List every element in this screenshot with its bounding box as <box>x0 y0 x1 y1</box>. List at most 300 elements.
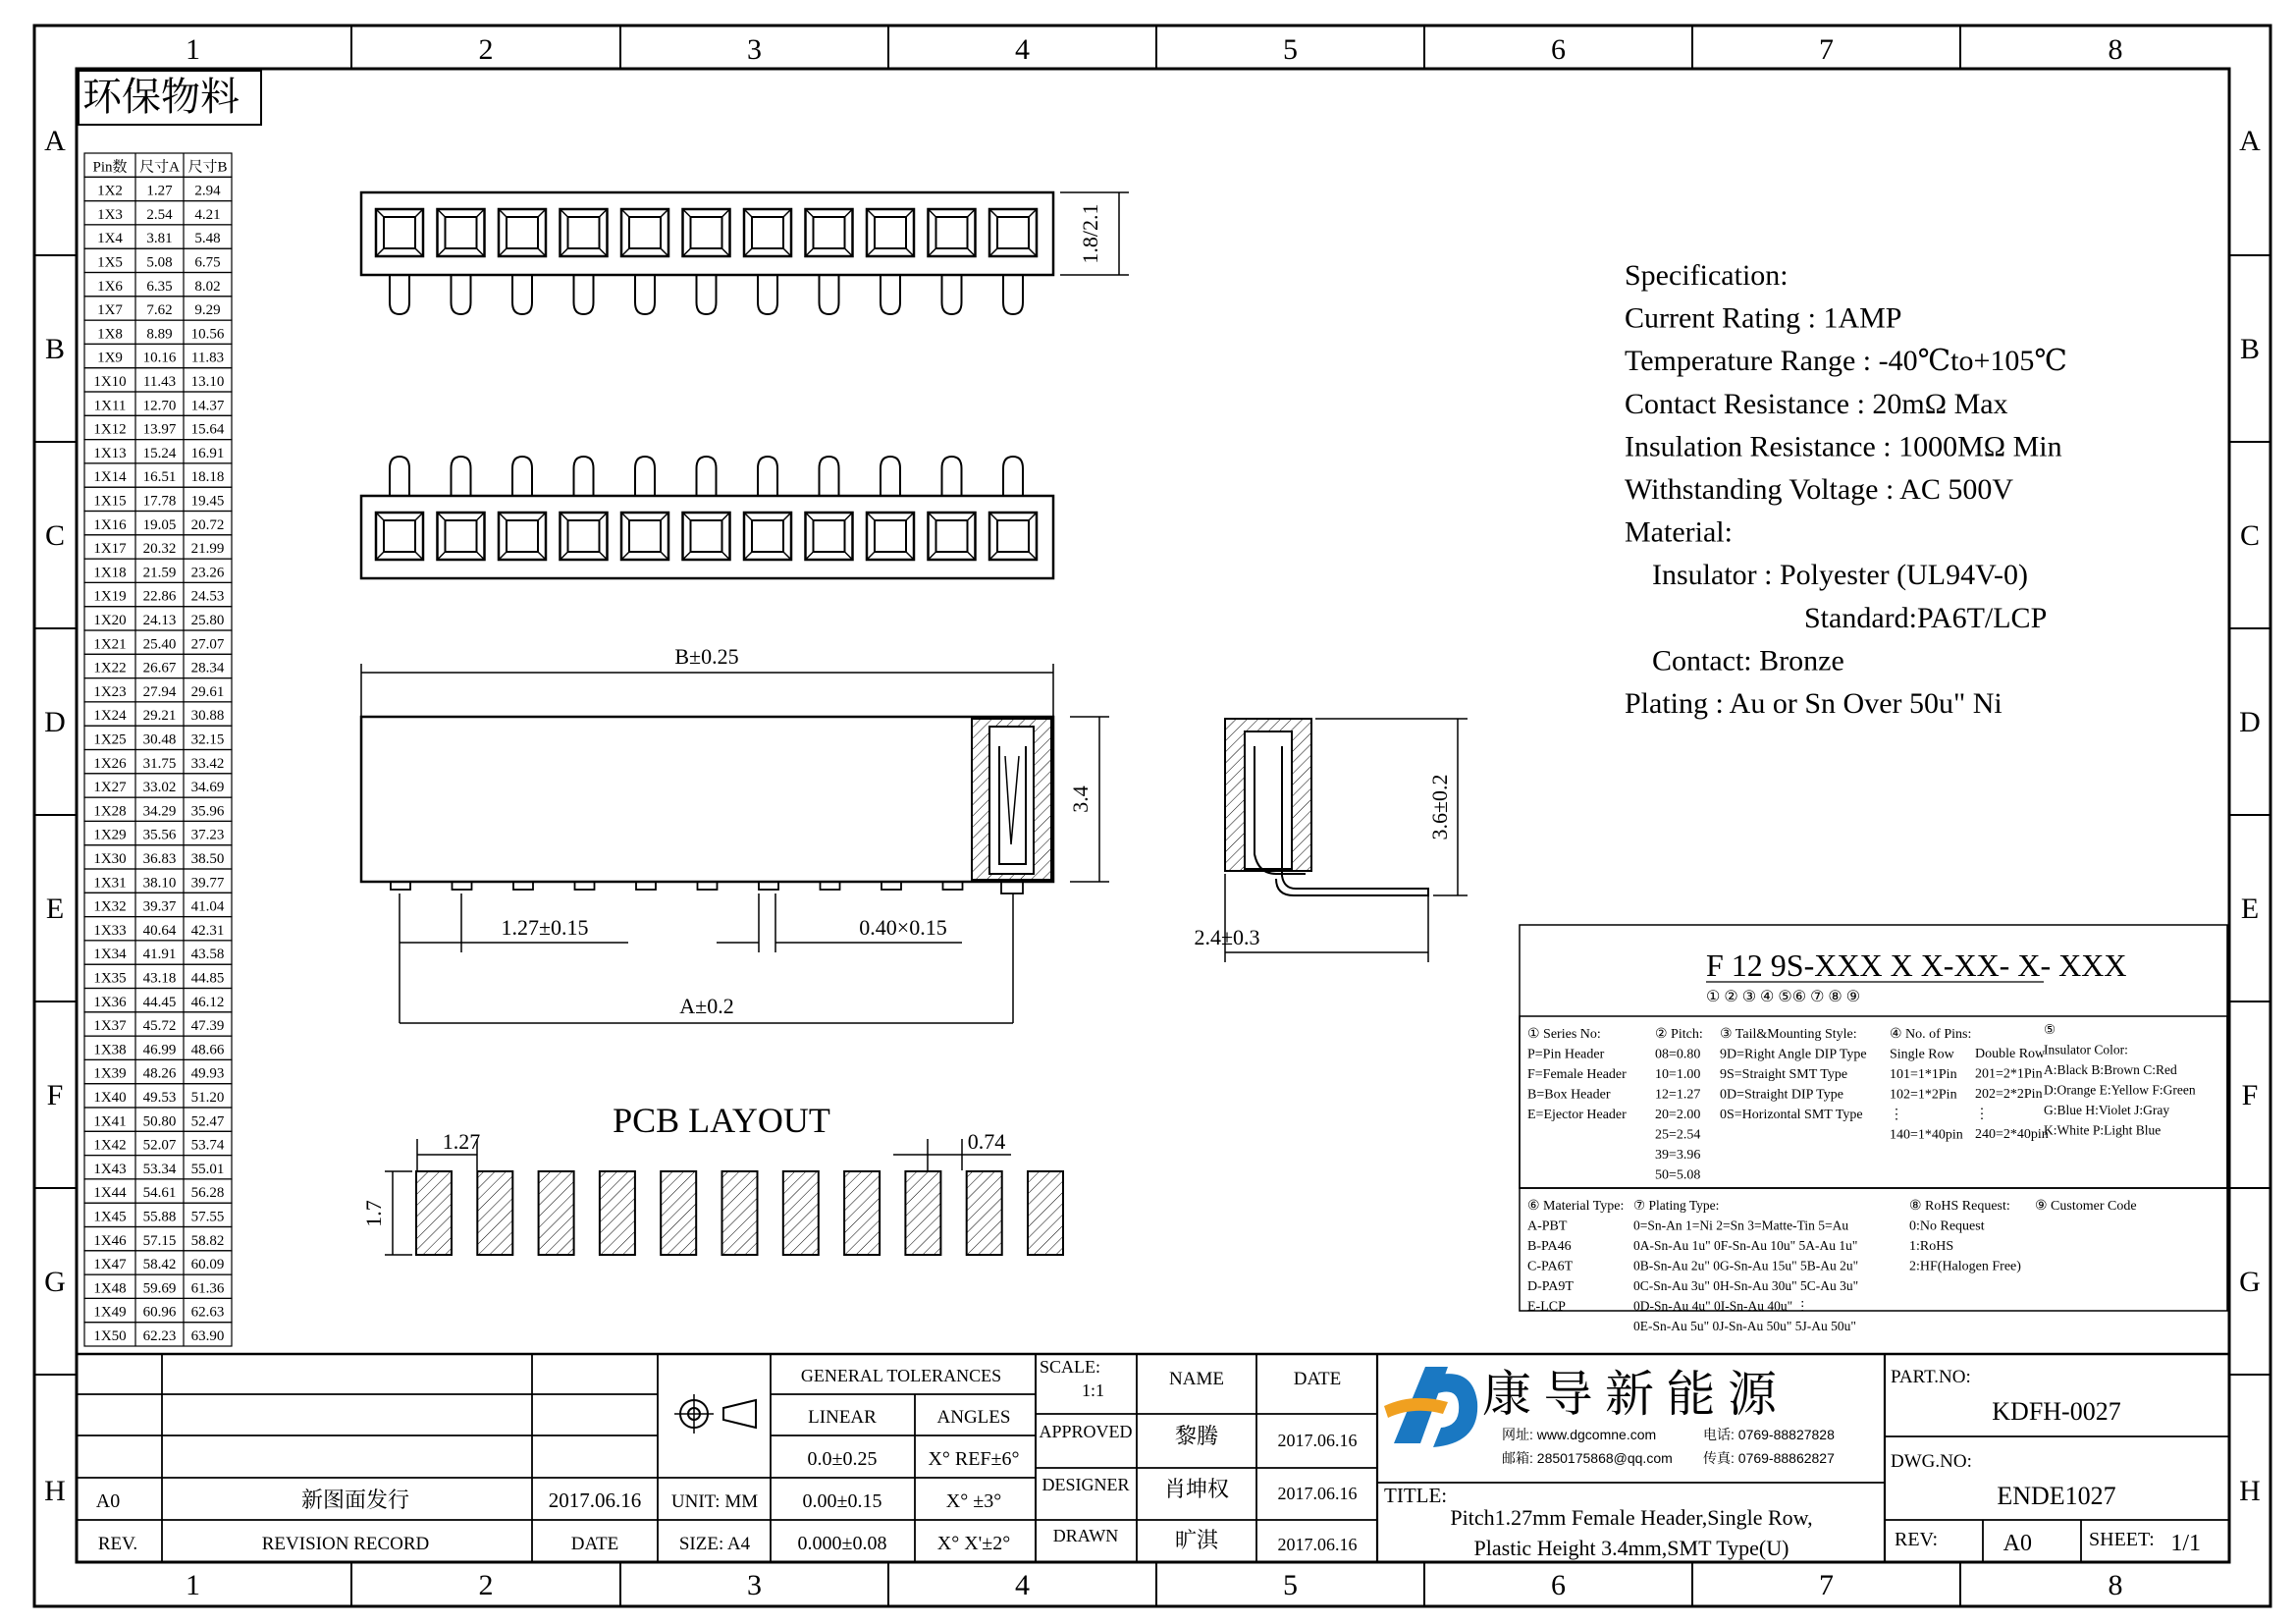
pitch-legend: 50=5.08 <box>1655 1167 1701 1183</box>
pin-table-cell: 50.80 <box>142 1113 177 1130</box>
linear-header: LINEAR <box>808 1407 877 1428</box>
pin-table-cell: 1X45 <box>93 1209 127 1225</box>
specification-block <box>1625 259 2067 720</box>
pin-table-cell: 1X35 <box>93 970 127 987</box>
pin-table-cell: 56.28 <box>190 1185 225 1202</box>
column-label-bottom: 5 <box>1283 1569 1298 1601</box>
pin-table-cell: 21.99 <box>190 541 225 558</box>
pin-table-cell: 1X13 <box>93 445 127 461</box>
pin-table-cell: 59.69 <box>142 1280 177 1297</box>
pin-table-cell: 46.12 <box>190 994 225 1010</box>
pin-table-cell: 1X40 <box>93 1090 127 1106</box>
color-legend: Insulator Color: <box>2044 1042 2128 1057</box>
row-label-left: D <box>44 706 66 738</box>
pin-table-cell: 60.96 <box>142 1304 177 1321</box>
pin-table-cell: 24.53 <box>190 588 225 605</box>
pin-table-cell: 1X42 <box>93 1137 127 1154</box>
plating-legend: 0D-Sn-Au 4u" 0I-Sn-Au 40u" ⋮ <box>1633 1298 1810 1314</box>
material-legend: ⑥ Material Type: <box>1527 1199 1625 1214</box>
pin-table-cell: 48.26 <box>142 1065 177 1082</box>
column-label-bottom: 2 <box>478 1569 494 1601</box>
pcb-pitch: 1.27 <box>442 1129 481 1154</box>
pin-table-cell: 55.88 <box>142 1209 177 1225</box>
pin-table-cell: 53.34 <box>142 1161 177 1177</box>
company-email: 邮箱: 2850175868@qq.com <box>1502 1450 1673 1466</box>
dim-b-length: B±0.25 <box>674 644 739 669</box>
pcb-pad-width: 0.74 <box>967 1129 1006 1154</box>
side-view <box>1194 719 1468 962</box>
dim-a-length: A±0.2 <box>679 994 734 1018</box>
pin-table-cell: 1X10 <box>93 374 127 390</box>
plating-legend: 0B-Sn-Au 2u" 0G-Sn-Au 15u" 5B-Au 2u" <box>1633 1258 1859 1273</box>
pin-table-cell: 34.69 <box>190 780 225 796</box>
column-label-bottom: 4 <box>1015 1569 1030 1601</box>
pin-table-cell: 35.96 <box>190 803 225 820</box>
pin-table-cell: 11.83 <box>190 350 225 366</box>
series-legend: P=Pin Header <box>1527 1047 1605 1062</box>
pin-table-cell: 10.56 <box>190 326 225 343</box>
pin-table-cell: 57.55 <box>190 1209 225 1225</box>
dim-height: 3.4 <box>1068 785 1093 813</box>
pin-table-cell: 1X28 <box>93 803 127 820</box>
row-label-right: A <box>2239 125 2261 157</box>
pin-table-cell: 36.83 <box>142 851 177 867</box>
spec-line: Insulation Resistance : 1000MΩ Min <box>1625 430 2062 463</box>
tail-legend: 0D=Straight DIP Type <box>1720 1087 1843 1103</box>
pins-legend-double: Double Row <box>1975 1047 2046 1061</box>
column-label-top: 4 <box>1015 33 1030 66</box>
pin-table-cell: 1X11 <box>93 398 127 414</box>
pin-table-cell: 37.23 <box>190 827 225 843</box>
pin-table-cell: 29.21 <box>142 708 177 725</box>
row-label-left: C <box>44 519 66 552</box>
drawing-title-line1: Pitch1.27mm Female Header,Single Row, <box>1450 1505 1813 1530</box>
pin-table-cell: 49.53 <box>142 1090 177 1106</box>
pin-table-cell: 34.29 <box>142 803 177 820</box>
pin-table-cell: 41.91 <box>142 947 177 963</box>
pin-table-cell: 44.85 <box>190 970 225 987</box>
pin-table-cell: 20.32 <box>142 541 177 558</box>
column-label-bottom: 1 <box>186 1569 200 1601</box>
row-label-right: G <box>2239 1266 2261 1298</box>
material-legend: D-PA9T <box>1527 1279 1574 1294</box>
pin-table-cell: 2.54 <box>146 206 173 223</box>
company-name: 康 导 新 能 源 <box>1482 1367 1777 1422</box>
dim-side-height: 3.6±0.2 <box>1427 774 1452 840</box>
rev-header: REV. <box>97 1534 138 1554</box>
pin-table-cell: 5.08 <box>146 254 173 271</box>
pin-table-cell: 10.16 <box>142 350 177 366</box>
pin-table-cell: 58.82 <box>190 1232 225 1249</box>
column-label-top: 2 <box>478 33 494 66</box>
pcb-pad <box>1028 1171 1063 1255</box>
angle-1: X° REF±6° <box>928 1448 1020 1470</box>
pin-table-cell: 30.48 <box>142 731 177 748</box>
pcb-pad <box>783 1171 819 1255</box>
series-legend: ① Series No: <box>1527 1027 1601 1042</box>
designer-date: 2017.06.16 <box>1277 1484 1358 1503</box>
pin-table-cell: 23.26 <box>190 565 225 581</box>
pin-table-cell: 32.15 <box>190 731 225 748</box>
spec-line: Contact: Bronze <box>1652 644 1844 677</box>
column-label-bottom: 3 <box>747 1569 762 1601</box>
spec-line: Withstanding Voltage : AC 500V <box>1625 473 2014 506</box>
pin-table-cell: 13.97 <box>142 421 177 438</box>
tail-legend: 9S=Straight SMT Type <box>1720 1067 1848 1082</box>
pin-table-cell: 1X38 <box>93 1042 127 1058</box>
front-view <box>361 644 1109 1023</box>
pin-table-cell: 1X14 <box>93 469 127 486</box>
pcb-pad <box>905 1171 940 1255</box>
spec-line: Standard:PA6T/LCP <box>1804 601 2048 634</box>
pin-table-cell: 47.39 <box>190 1018 225 1035</box>
pin-table-cell: 53.74 <box>190 1137 225 1154</box>
pin-size-table <box>84 153 232 1346</box>
pin-table-cell: 60.09 <box>190 1257 225 1273</box>
pin-table-cell: 1X8 <box>97 326 123 343</box>
angle-2: X° ±3° <box>945 1490 1002 1512</box>
top-view-pins-down <box>361 192 1053 314</box>
pin-table-cell: 15.24 <box>142 445 177 461</box>
tolerance-1: 0.0±0.25 <box>807 1448 878 1470</box>
dim-top-height-label: 1.8/2.1 <box>1078 203 1102 264</box>
pcb-pad <box>722 1171 758 1255</box>
drawn-date: 2017.06.16 <box>1277 1535 1358 1554</box>
pin-table-cell: 1X34 <box>93 947 127 963</box>
rev-value: A0 <box>2002 1531 2032 1556</box>
drawing-title-line2: Plastic Height 3.4mm,SMT Type(U) <box>1473 1536 1789 1560</box>
part-code-pattern: F 12 9S-XXX X X-XX- X- XXX <box>1706 947 2127 983</box>
pin-table-cell: 43.18 <box>142 970 177 987</box>
eco-label: 环保物料 <box>82 75 240 119</box>
pitch-legend: 10=1.00 <box>1655 1067 1701 1082</box>
title-block <box>77 1354 2229 1562</box>
pin-table-cell: 1.27 <box>146 183 173 199</box>
pin-table-cell: 1X15 <box>93 493 127 510</box>
pin-table-cell: 1X48 <box>93 1280 127 1297</box>
company-website: 网址: www.dgcomne.com <box>1502 1427 1657 1442</box>
pins-legend-double: ⋮ <box>1975 1107 1989 1122</box>
row-label-right: B <box>2239 333 2261 365</box>
pin-table-cell: 1X29 <box>93 827 127 843</box>
top-view-pins-up <box>361 457 1053 578</box>
pin-table-cell: 52.47 <box>190 1113 225 1130</box>
pin-table-cell: 25.80 <box>190 613 225 628</box>
row-label-left: F <box>46 1079 64 1111</box>
part-no-label: PART.NO: <box>1891 1367 1971 1387</box>
pin-table-cell: 1X30 <box>93 851 127 867</box>
pin-table-cell: 1X2 <box>97 183 123 199</box>
pin-table-cell: 14.37 <box>190 398 225 414</box>
dim-pin-size: 0.40×0.15 <box>859 915 947 940</box>
spec-line: Temperature Range : -40℃to+105℃ <box>1625 345 2067 378</box>
plating-legend: ⑦ Plating Type: <box>1633 1198 1720 1213</box>
pins-legend-double: 202=2*2Pin <box>1975 1087 2043 1102</box>
company-phone: 电话: 0769-88827828 <box>1703 1427 1835 1442</box>
color-legend: A:Black B:Brown C:Red <box>2044 1062 2177 1077</box>
rev-row-rev: A0 <box>95 1490 121 1512</box>
approved-label: APPROVED <box>1039 1422 1133 1441</box>
scale-value: 1:1 <box>1081 1380 1104 1400</box>
sheet-label: SHEET: <box>2089 1529 2155 1550</box>
plating-legend: 0C-Sn-Au 3u" 0H-Sn-Au 30u" 5C-Au 3u" <box>1633 1278 1859 1293</box>
plating-legend: 0E-Sn-Au 5u" 0J-Sn-Au 50u" 5J-Au 50u" <box>1633 1319 1856 1333</box>
pcb-pad <box>967 1171 1002 1255</box>
spec-line: Plating : Au or Sn Over 50u" Ni <box>1625 687 2002 720</box>
pcb-layout-title: PCB LAYOUT <box>613 1101 830 1140</box>
pin-table-cell: 48.66 <box>190 1042 225 1058</box>
pin-table-cell: 49.93 <box>190 1065 225 1082</box>
pin-table-cell: 1X33 <box>93 922 127 939</box>
pin-table-cell: 8.02 <box>194 278 221 295</box>
column-label-top: 8 <box>2108 33 2123 66</box>
pin-table-cell: 1X19 <box>93 588 127 605</box>
pin-table-cell: 1X16 <box>93 516 127 533</box>
pin-table-cell: 22.86 <box>142 588 177 605</box>
pins-legend: ⋮ <box>1890 1108 1903 1122</box>
color-legend: K:White P:Light Blue <box>2044 1122 2162 1138</box>
material-legend: E-LCP <box>1527 1299 1566 1315</box>
date-header: DATE <box>570 1534 619 1554</box>
pcb-pad <box>600 1171 635 1255</box>
pin-table-cell: 12.70 <box>142 398 177 414</box>
pin-table-cell: 5.48 <box>194 231 221 247</box>
part-code-block <box>1520 925 2227 1333</box>
pin-table-cell: 28.34 <box>190 660 225 677</box>
row-label-right: F <box>2241 1079 2259 1111</box>
pin-table-cell: 25.40 <box>142 636 177 653</box>
pin-table-cell: 1X17 <box>93 541 127 558</box>
pin-table-cell: 40.64 <box>142 922 177 939</box>
pin-table-cell: 43.58 <box>190 947 225 963</box>
row-label-right: D <box>2239 706 2261 738</box>
pin-table-cell: 13.10 <box>190 374 225 390</box>
material-legend: B-PA46 <box>1527 1239 1572 1254</box>
pcb-pad <box>844 1171 880 1255</box>
pin-table-cell: 63.90 <box>190 1328 225 1344</box>
pins-legend: ④ No. of Pins: <box>1890 1027 1972 1042</box>
rev-row-date: 2017.06.16 <box>548 1489 642 1512</box>
pin-table-cell: 18.18 <box>190 469 225 486</box>
column-label-top: 6 <box>1551 33 1566 66</box>
dim-side-width: 2.4±0.3 <box>1194 925 1260 949</box>
pin-table-cell: 1X22 <box>93 660 127 677</box>
pin-table-cell: 8.89 <box>146 326 173 343</box>
company-logo <box>1384 1367 1477 1447</box>
pin-table-cell: 3.81 <box>146 231 173 247</box>
pin-table-cell: 27.07 <box>190 636 225 653</box>
spec-line: Specification: <box>1625 259 1789 292</box>
pin-table-header: 尺寸B <box>187 159 228 176</box>
pin-table-cell: 21.59 <box>142 565 177 581</box>
customer-legend: ⑨ Customer Code <box>2035 1199 2137 1214</box>
name-header: NAME <box>1169 1369 1224 1389</box>
tail-legend: 9D=Right Angle DIP Type <box>1720 1047 1867 1062</box>
pin-table-cell: 1X21 <box>93 636 127 653</box>
column-label-top: 5 <box>1283 33 1298 66</box>
pin-table-cell: 1X9 <box>97 350 123 366</box>
pin-table-cell: 1X25 <box>93 731 127 748</box>
pitch-legend: 39=3.96 <box>1655 1148 1701 1163</box>
pin-table-cell: 38.50 <box>190 851 225 867</box>
pin-table-cell: 62.63 <box>190 1304 225 1321</box>
rohs-legend: 0:No Request <box>1909 1218 1985 1234</box>
plating-legend: 0=Sn-An 1=Ni 2=Sn 3=Matte-Tin 5=Au <box>1633 1218 1849 1233</box>
pin-table-cell: 1X50 <box>93 1328 127 1344</box>
front-body <box>361 717 1053 882</box>
pin-table-cell: 45.72 <box>142 1018 177 1035</box>
pin-table-cell: 1X5 <box>97 254 123 271</box>
tail-legend: ③ Tail&Mounting Style: <box>1720 1027 1857 1042</box>
tolerance-2: 0.00±0.15 <box>802 1490 882 1512</box>
column-label-top: 7 <box>1819 33 1834 66</box>
pin-table-cell: 19.45 <box>190 493 225 510</box>
pin-table-cell: 24.13 <box>142 613 177 628</box>
pin-table-cell: 1X12 <box>93 421 127 438</box>
pins-legend-double: 240=2*40pin <box>1975 1127 2049 1142</box>
pin-table-cell: 26.67 <box>142 660 177 677</box>
pcb-pad-height: 1.7 <box>361 1200 386 1227</box>
pin-table-cell: 54.61 <box>142 1185 177 1202</box>
row-label-left: B <box>44 333 66 365</box>
pin-table-cell: 27.94 <box>142 683 177 700</box>
row-label-right: C <box>2239 519 2261 552</box>
pin-table-cell: 1X6 <box>97 278 123 295</box>
row-label-right: E <box>2240 893 2260 925</box>
pin-table-cell: 61.36 <box>190 1280 225 1297</box>
pin-table-cell: 1X37 <box>93 1018 127 1035</box>
designer-name: 肖坤权 <box>1163 1477 1230 1501</box>
pin-table-cell: 1X31 <box>93 875 127 892</box>
row-label-right: H <box>2239 1475 2261 1507</box>
pin-table-cell: 1X20 <box>93 613 127 628</box>
pcb-pad <box>477 1171 512 1255</box>
column-label-top: 3 <box>747 33 762 66</box>
pin-table-cell: 35.56 <box>142 827 177 843</box>
plating-legend: 0A-Sn-Au 1u" 0F-Sn-Au 10u" 5A-Au 1u" <box>1633 1238 1858 1253</box>
pin-table-cell: 20.72 <box>190 516 225 533</box>
pin-table-cell: 1X26 <box>93 755 127 772</box>
column-label-bottom: 7 <box>1819 1569 1834 1601</box>
approved-name: 黎腾 <box>1174 1424 1219 1448</box>
pin-table-cell: 1X43 <box>93 1161 127 1177</box>
series-legend: E=Ejector Header <box>1527 1108 1627 1122</box>
rev-row-record: 新图面发行 <box>300 1488 410 1512</box>
dwg-no-label: DWG.NO: <box>1891 1451 1972 1472</box>
pin-table-cell: 7.62 <box>146 302 173 319</box>
material-legend: A-PBT <box>1527 1218 1568 1234</box>
pin-table-cell: 16.91 <box>190 445 225 461</box>
dim-pitch: 1.27±0.15 <box>501 915 589 940</box>
pins-legend: Single Row <box>1890 1047 1954 1062</box>
row-label-left: A <box>44 125 66 157</box>
material-legend: C-PA6T <box>1527 1259 1574 1274</box>
pin-table-cell: 51.20 <box>190 1090 225 1106</box>
designer-label: DESIGNER <box>1041 1475 1130 1494</box>
series-legend: F=Female Header <box>1527 1067 1627 1082</box>
pitch-legend: 20=2.00 <box>1655 1108 1701 1122</box>
color-legend: ⑤ <box>2044 1022 2056 1037</box>
pin-table-cell: 4.21 <box>194 206 221 223</box>
row-label-left: G <box>44 1266 66 1298</box>
angles-header: ANGLES <box>936 1407 1011 1428</box>
pin-table-cell: 1X23 <box>93 683 127 700</box>
pin-table-cell: 62.23 <box>142 1328 177 1344</box>
pin-table-cell: 55.01 <box>190 1161 225 1177</box>
spec-line: Insulator : Polyester (UL94V-0) <box>1652 559 2028 592</box>
tail-legend: 0S=Horizontal SMT Type <box>1720 1108 1863 1122</box>
pin-table-cell: 1X32 <box>93 898 127 915</box>
column-label-top: 1 <box>186 33 200 66</box>
series-legend: B=Box Header <box>1527 1087 1611 1103</box>
pin-table-cell: 1X39 <box>93 1065 127 1082</box>
rohs-legend: ⑧ RoHS Request: <box>1909 1199 2010 1214</box>
pin-table-cell: 17.78 <box>142 493 177 510</box>
pin-table-cell: 44.45 <box>142 994 177 1010</box>
pin-table-cell: 1X46 <box>93 1232 127 1249</box>
pin-table-cell: 1X7 <box>97 302 123 319</box>
pin-table-cell: 30.88 <box>190 708 225 725</box>
rev-label: REV: <box>1895 1529 1939 1550</box>
pins-legend-double: 201=2*1Pin <box>1975 1066 2043 1082</box>
spec-line: Current Rating : 1AMP <box>1625 301 1902 335</box>
pin-table-cell: 33.42 <box>190 755 225 772</box>
rohs-legend: 1:RoHS <box>1909 1239 1954 1254</box>
pin-table-cell: 1X44 <box>93 1185 127 1202</box>
row-label-left: H <box>44 1475 66 1507</box>
pin-table-cell: 1X49 <box>93 1304 127 1321</box>
pin-table-cell: 29.61 <box>190 683 225 700</box>
pin-table-header: Pin数 <box>92 159 128 176</box>
pin-table-cell: 1X3 <box>97 206 123 223</box>
size-label: SIZE: A4 <box>678 1534 751 1554</box>
pin-table-cell: 1X18 <box>93 565 127 581</box>
pcb-pads <box>416 1171 1063 1255</box>
pitch-legend: 08=0.80 <box>1655 1047 1701 1062</box>
approved-date: 2017.06.16 <box>1277 1431 1358 1450</box>
color-legend: G:Blue H:Violet J:Gray <box>2044 1103 2170 1117</box>
dwg-no-value: ENDE1027 <box>1997 1482 2116 1510</box>
pins-legend: 140=1*40pin <box>1890 1127 1963 1143</box>
pin-table-header: 尺寸A <box>139 159 180 176</box>
pin-table-cell: 1X47 <box>93 1257 127 1273</box>
pin-table-cell: 42.31 <box>190 922 225 939</box>
record-header: REVISION RECORD <box>261 1534 430 1554</box>
date-header-2: DATE <box>1293 1369 1342 1389</box>
tolerance-3: 0.000±0.08 <box>797 1533 887 1554</box>
scale-label: SCALE: <box>1040 1357 1101 1377</box>
column-label-bottom: 6 <box>1551 1569 1566 1601</box>
color-legend: D:Orange E:Yellow F:Green <box>2044 1082 2196 1098</box>
general-tolerances: GENERAL TOLERANCES <box>800 1366 1002 1385</box>
sheet-value: 1/1 <box>2170 1531 2201 1556</box>
spec-line: Material: <box>1625 515 1733 549</box>
pin-table-cell: 15.64 <box>190 421 225 438</box>
dim-top-height <box>1060 192 1129 275</box>
pin-table-cell: 1X24 <box>93 708 127 725</box>
pcb-pad <box>539 1171 574 1255</box>
spec-line: Contact Resistance : 20mΩ Max <box>1625 387 2008 420</box>
inner-frame <box>77 69 2229 1562</box>
part-no-value: KDFH-0027 <box>1992 1397 2121 1426</box>
pin-table-cell: 1X4 <box>97 231 123 247</box>
pcb-pad <box>661 1171 696 1255</box>
pin-table-cell: 1X27 <box>93 780 127 796</box>
pin-table-cell: 38.10 <box>142 875 177 892</box>
pin-table-cell: 6.35 <box>146 278 173 295</box>
pins-legend: 102=1*2Pin <box>1890 1087 1957 1103</box>
pin-table-cell: 9.29 <box>194 302 221 319</box>
